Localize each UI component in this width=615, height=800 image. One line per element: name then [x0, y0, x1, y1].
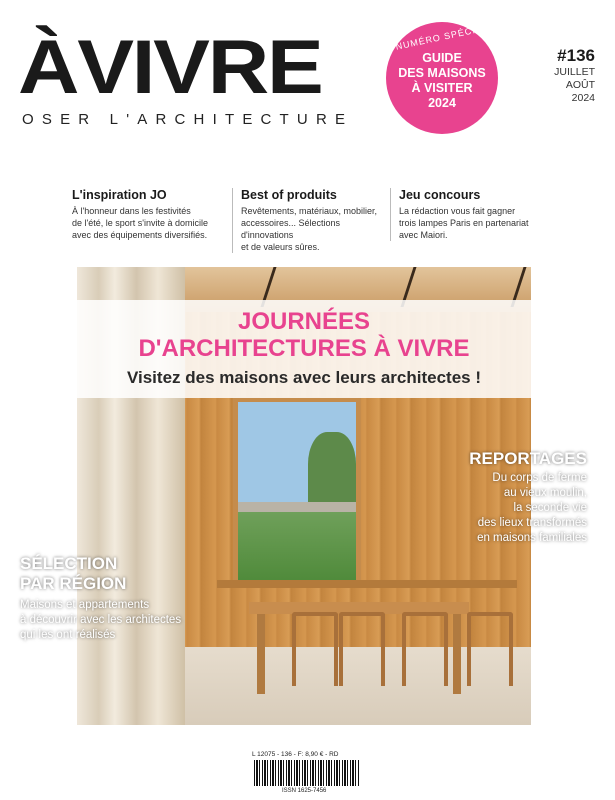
- photo-table-leg: [257, 614, 265, 694]
- barcode: [252, 751, 362, 796]
- teaser-row: [62, 188, 552, 252]
- feature-subhead: Visitez des maisons avec leurs architectes !: [126, 368, 482, 387]
- teaser-title: L'inspiration JO: [72, 188, 167, 202]
- photo-lawn: [238, 512, 356, 582]
- feature-headline: [77, 308, 531, 362]
- headline-line: JOURNÉES: [237, 308, 371, 335]
- issue-number: #136: [557, 46, 595, 65]
- badge-line: DES MAISONS: [398, 66, 486, 80]
- reportages-line: des lieux transformés: [477, 517, 587, 529]
- selection-line: à découvrir avec les architectes: [20, 614, 182, 626]
- selection-line: Maisons et appartements: [20, 599, 150, 611]
- selection-block: [20, 554, 181, 643]
- photo-chair: [292, 612, 338, 686]
- selection-title-line: SÉLECTION: [20, 554, 118, 573]
- selection-line: qui les ont réalisés: [20, 629, 116, 641]
- reportages-line: au vieux moulin,: [503, 487, 587, 499]
- teaser-line: Revêtements, matériaux, mobilier,: [241, 206, 378, 216]
- badge-line: 2024: [428, 96, 456, 110]
- teaser-line: accessoires... Sélections d'innovations: [241, 218, 341, 240]
- selection-text: [20, 598, 181, 643]
- badge-main-text: [392, 51, 492, 111]
- teaser-line: À l'honneur dans les festivités: [72, 206, 191, 216]
- photo-shelf: [217, 580, 517, 588]
- badge-line: GUIDE: [422, 51, 462, 65]
- teaser-line: de l'été, le sport s'invite à domicile: [72, 218, 209, 228]
- reportages-line: en maisons familiales: [477, 532, 587, 544]
- reportages-line: Du corps de ferme: [492, 472, 587, 484]
- photo-table-leg: [453, 614, 461, 694]
- photo-chair: [467, 612, 513, 686]
- photo-chair: [402, 612, 448, 686]
- magazine-tagline: OSER L'ARCHITECTURE: [22, 111, 354, 128]
- teaser-line: La rédaction vous fait gagner: [399, 206, 516, 216]
- reportages-title: REPORTAGES: [469, 449, 587, 468]
- issue-month-2: AOÛT: [565, 79, 595, 91]
- teaser-jeu-concours: [390, 188, 547, 241]
- barcode-bars: [254, 760, 360, 786]
- barcode-price-line: L 12075 - 136 - F: 8,90 € - RD: [252, 751, 339, 758]
- photo-window: [233, 397, 361, 587]
- barcode-issn: ISSN 1625-7456: [282, 788, 327, 794]
- reportages-block: [469, 449, 587, 546]
- selection-title-line: PAR RÉGION: [20, 574, 127, 593]
- teaser-line: avec Maiori.: [399, 230, 448, 240]
- teaser-line: avec des équipements diversifiés.: [72, 230, 208, 240]
- teaser-title: Jeu concours: [399, 188, 481, 202]
- teaser-best-of-produits: [232, 188, 389, 253]
- badge-top-label: NUMÉRO SPÉCIAL: [394, 22, 490, 52]
- photo-chair: [339, 612, 385, 686]
- teaser-inspiration-jo: [72, 188, 220, 241]
- reportages-line: la seconde vie: [513, 502, 587, 514]
- teaser-line: trois lampes Paris en partenariat: [399, 218, 529, 228]
- magazine-logo: ÀVIVRE: [18, 25, 322, 110]
- issue-year: 2024: [571, 92, 595, 104]
- badge-line: À VISITER: [411, 81, 473, 95]
- headline-line: D'ARCHITECTURES À VIVRE: [138, 335, 470, 362]
- teaser-title: Best of produits: [241, 188, 337, 202]
- issue-month-1: JUILLET: [554, 66, 595, 78]
- issue-info: [554, 46, 595, 105]
- teaser-line: et de valeurs sûres.: [241, 242, 320, 252]
- special-edition-badge: [386, 22, 498, 134]
- feature-band: [77, 300, 531, 398]
- photo-tree: [308, 432, 356, 512]
